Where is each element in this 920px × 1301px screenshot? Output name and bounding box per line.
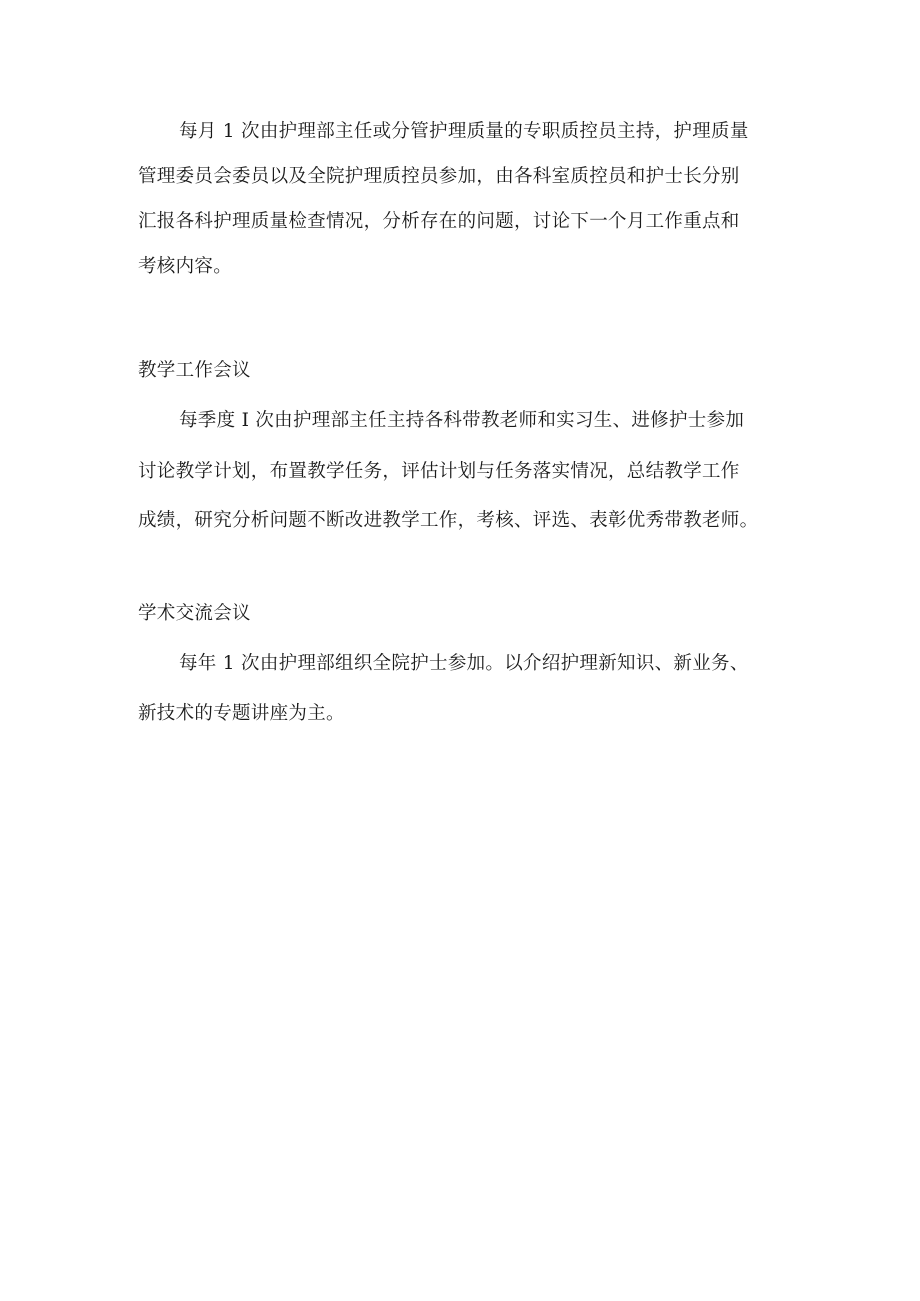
- academic-paragraph-line-1: 每年 1 次由护理部组织全院护士参加。以介绍护理新知识、新业务、: [179, 653, 749, 674]
- quality-paragraph-line-2: 管理委员会委员以及全院护理质控员参加，由各科室质控员和护士长分别: [138, 166, 740, 187]
- quality-paragraph-line-3: 汇报各科护理质量检查情况，分析存在的问题，讨论下一个月工作重点和: [138, 211, 740, 232]
- teaching-heading: 教学工作会议: [138, 360, 251, 381]
- teaching-paragraph-line-2: 讨论教学计划，布置教学任务，评估计划与任务落实情况，总结教学工作: [138, 461, 740, 482]
- quality-paragraph-line-4: 考核内容。: [138, 256, 233, 277]
- academic-heading: 学术交流会议: [138, 603, 251, 624]
- teaching-paragraph-line-3: 成绩，研究分析问题不断改进教学工作，考核、评选、表彰优秀带教老师。: [138, 510, 759, 531]
- academic-paragraph-line-2: 新技术的专题讲座为主。: [138, 703, 345, 724]
- teaching-paragraph-line-1: 每季度 I 次由护理部主任主持各科带教老师和实习生、进修护士参加: [179, 410, 745, 431]
- quality-paragraph-line-1: 每月 1 次由护理部主任或分管护理质量的专职质控员主持，护理质量: [179, 121, 749, 142]
